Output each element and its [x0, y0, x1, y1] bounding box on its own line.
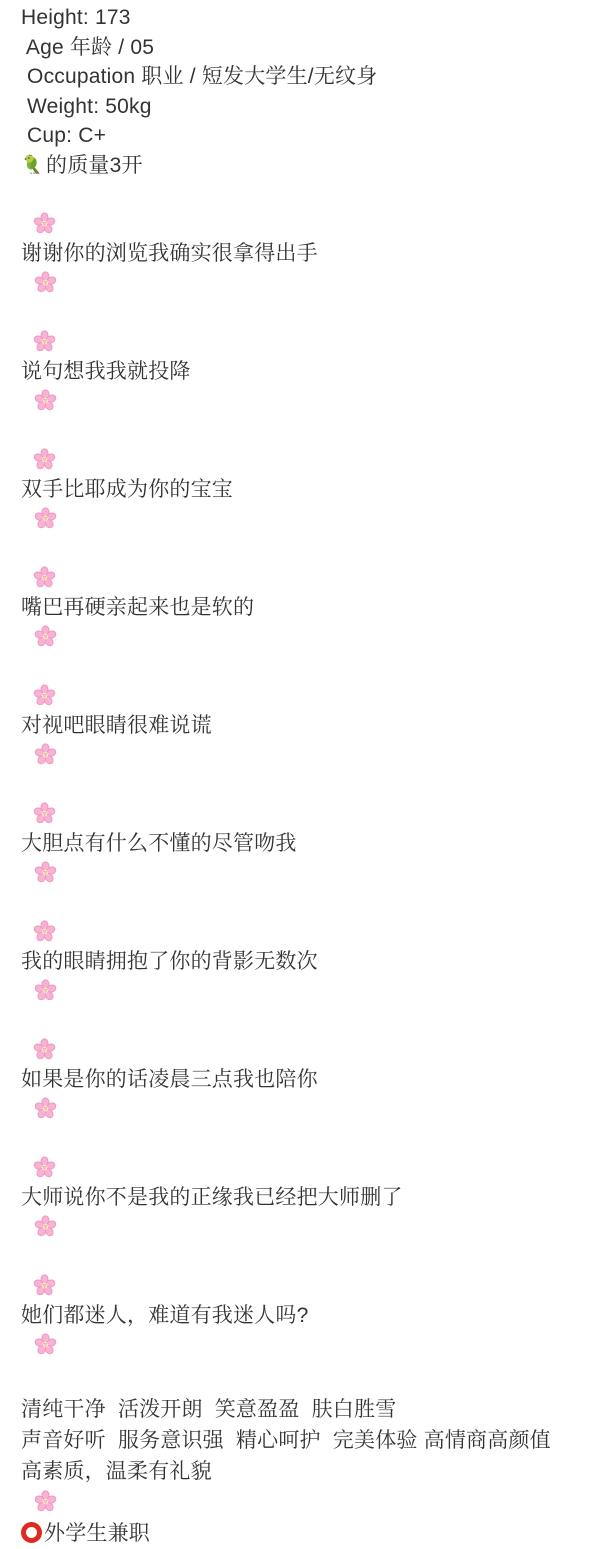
closing-flower-line [21, 1456, 594, 1518]
flower-icon [33, 212, 56, 235]
flower-icon [34, 1097, 57, 1120]
closing-line: 清纯干净 活泼开朗 笑意盈盈 肤白胜雪 [21, 1398, 397, 1421]
flower-icon [33, 566, 56, 589]
flower-icon [33, 1274, 56, 1297]
profile-section [21, 3, 594, 151]
flower-line-text: 如果是你的话凌晨三点我也陪你 [21, 1068, 318, 1091]
flower-line [21, 534, 594, 652]
flower-line [21, 652, 594, 770]
flower-icon [33, 448, 56, 471]
flower-line-text: 大师说你不是我的正缘我已经把大师删了 [21, 1186, 403, 1209]
quality-line [21, 151, 594, 181]
flower-line [21, 888, 594, 1006]
flower-icon [34, 1490, 57, 1513]
parrot-icon [21, 153, 44, 176]
flower-line-text: 对视吧眼睛很难说谎 [21, 714, 212, 737]
flower-line-text: 她们都迷人，难道有我迷人吗? [21, 1304, 315, 1327]
flower-line [21, 770, 594, 888]
flower-icon [33, 330, 56, 353]
blank-line [21, 1360, 594, 1394]
flower-icon [34, 271, 57, 294]
flower-lines-section [21, 180, 594, 1360]
closing-flower-line-text: 高素质，温柔有礼貌 [21, 1460, 212, 1483]
flower-icon [34, 507, 57, 530]
flower-icon [33, 802, 56, 825]
flower-line [21, 1242, 594, 1360]
closing-lines [21, 1394, 594, 1456]
flower-line [21, 180, 594, 298]
flower-line [21, 416, 594, 534]
profile-line: Occupation 职业 / 短发大学生/无纹身 [21, 65, 378, 88]
student-part-time-text: 外学生兼职 [44, 1522, 150, 1545]
flower-icon [34, 1215, 57, 1238]
flower-line-text: 我的眼睛拥抱了你的背影无数次 [21, 950, 318, 973]
flower-icon [33, 684, 56, 707]
flower-icon [34, 389, 57, 412]
flower-icon [34, 979, 57, 1002]
profile-line: Weight: 50kg [21, 94, 152, 118]
flower-line-text: 说句想我我就投降 [21, 360, 191, 383]
flower-line-text: 双手比耶成为你的宝宝 [21, 478, 233, 501]
flower-icon [33, 920, 56, 943]
closing-section [21, 1394, 594, 1549]
closing-line: 声音好听 服务意识强 精心呵护 完美体验 高情商高颜值 [21, 1429, 551, 1452]
flower-line-text: 嘴巴再硬亲起来也是软的 [21, 596, 255, 619]
profile-line: Age 年龄 / 05 [21, 35, 155, 59]
flower-line [21, 1124, 594, 1242]
flower-icon [34, 1333, 57, 1356]
flower-line [21, 298, 594, 416]
flower-line [21, 1006, 594, 1124]
profile-line: Height: 173 [21, 6, 131, 29]
flower-icon [34, 743, 57, 766]
profile-line: Cup: C+ [21, 124, 107, 147]
flower-line-text: 谢谢你的浏览我确实很拿得出手 [21, 242, 318, 265]
student-part-time-line [21, 1518, 594, 1549]
flower-icon-slot [21, 1491, 57, 1514]
flower-icon [34, 625, 57, 648]
quality-line-text: 的质量3开 [46, 153, 143, 177]
flower-icon [33, 1156, 56, 1179]
red-circle-icon [21, 1522, 42, 1543]
flower-icon [34, 861, 57, 884]
flower-line-text: 大胆点有什么不懂的尽管吻我 [21, 832, 297, 855]
flower-icon [33, 1038, 56, 1061]
